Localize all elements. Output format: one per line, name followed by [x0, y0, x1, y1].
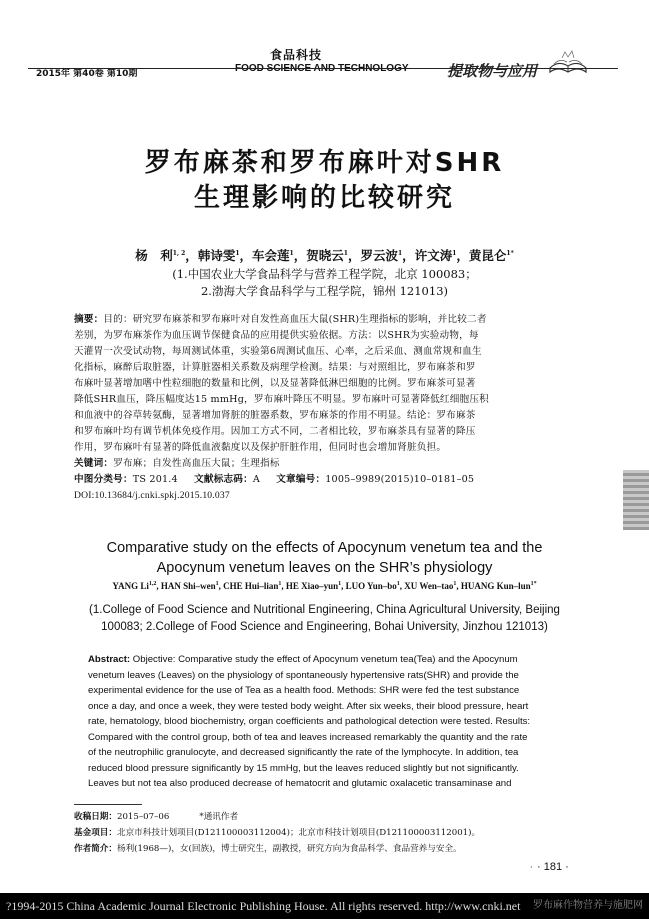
- affiliation-cn-1: (1.中国农业大学食品科学与营养工程学院，北京 100083；: [172, 267, 477, 281]
- title-cn-line-2: 生理影响的比较研究: [193, 183, 455, 213]
- author-name: 罗云波: [360, 248, 398, 263]
- classification-line: 中图分类号：TS 201.4 文献标志码：A 文章编号：1005–9989(2015)10–0181–05: [74, 474, 475, 485]
- keywords-cn: 关键词：罗布麻；自发性高血压大鼠；生理指标: [74, 458, 280, 469]
- copyright-bar: ?1994-2015 China Academic Journal Electronic Publishing House. All rights reserved. http://www.cnki.net: [0, 893, 649, 919]
- authors-en: YANG Li$^{1,2}$, HAN Shi–wen$^1$, CHE Hui–lian$^1$, HE Xiao–yun$^1$, LUO Yun–$bo^1$, XU Wen–tao$^1$, HUANG Kun–lun$^{1*}$: [112, 581, 537, 591]
- abstract-en-label: Abstract:: [88, 654, 131, 665]
- watermark: 罗布麻作物营养与施肥网: [533, 900, 643, 911]
- author-name: 贺晓云: [306, 248, 344, 263]
- page-edge-tab: [623, 470, 649, 530]
- header-rule: [28, 68, 618, 69]
- abstract-cn-label: 摘要：: [74, 314, 104, 325]
- book-icon: [548, 50, 588, 76]
- section-tag: 提取物与应用: [447, 62, 538, 80]
- abstract-en: Abstract: Objective: Comparative study the effect of Apocynum venetum tea(Tea) and the Apocynum venetum leaves (Leaves) on the physiology of spontaneously hypertensive rats(SHR) and provide the experimental evidence for the use of Tea as a health food. Methods: SHR were fed the test substance once a day, and once a week, they were tested body weight. After six weeks, their blood pressure, heart rate, hematology, blood biochemistry, organ coefficients and pathological detection were tested. Results: Compared with the control group, both of tea and leaves increased remarkably the quantity and the rate of the neutrophilic granulocyte, and decreased significantly the rate of the lymphocyte. In addition, tea reduced blood pressure significantly by 15 mmHg, but the leaves reduced slightly but not significantly. Leaves but not tea also produced decrease of hematocrit and glutamic oxalacetic transaminase and: [88, 654, 531, 789]
- footnote-received: 收稿日期：2015–07–06 *通讯作者: [74, 812, 239, 822]
- title-en-line-1: Comparative study on the effects of Apocynum venetum tea and the: [106, 540, 543, 556]
- footnote-author: 作者简介：杨利(1968—)，女(回族)，博士研究生，副教授，研究方向为食品科学、食品营养与安全。: [74, 844, 462, 854]
- title-en-line-2: Apocynum venetum leaves on the SHR’s physiology: [156, 560, 493, 576]
- page-marker-icon: ·: [530, 863, 533, 872]
- footnote-fund: 基金项目：北京市科技计划项目(D121100003112004)；北京市科技计划项目(D121100003112001)。: [74, 828, 481, 838]
- doi: DOI:10.13684/j.cnki.spkj.2015.10.037: [74, 490, 230, 501]
- affiliations-en: (1.College of Food Science and Nutritional Engineering, China Agricultural University, Beijing 100083; 2.College of Food Science and Engineering, Bohai University, Jinzhou 121013): [89, 604, 560, 633]
- author-name: 许文涛: [414, 248, 453, 263]
- author-name: 黄昆仑: [468, 248, 507, 263]
- title-cn-line-1: 罗布麻茶和罗布麻叶对SHR: [144, 148, 505, 178]
- page-number: · 181 ·: [537, 861, 569, 873]
- journal-title-en: FOOD SCIENCE AND TECHNOLOGY: [235, 63, 409, 74]
- authors-cn: 杨 利$^{1, 2}$，韩诗雯$^1$，车会莲$^1$，贺晓云$^1$，罗云波$^1$，许文涛$^1$，黄昆仑$^{1*}$: [135, 248, 514, 263]
- footnote-rule: [74, 804, 142, 805]
- author-name: 车会莲: [252, 248, 290, 263]
- abstract-cn: 摘要：目的：研究罗布麻茶和罗布麻叶对自发性高血压大鼠(SHR)生理指标的影响，并比较二者 差别，为罗布麻茶作为血压调节保健食品的应用提供实验依据。方法：以SHR为实验动物，每 天灌胃一次受试动物，每周测试体重，实验第6周测试血压、心率，之后采血、测血常规和血生 化指标，麻醉后取脏器，计算脏器相关系数及病理学检测。结果：与对照组比，罗布麻茶和罗 布麻叶显著增加嗜中性粒细胞的数量和比例，以及显著降低淋巴细胞的比例。罗布麻茶可显著 降低SHR血压，降压幅度达15 mmHg，罗布麻叶降压不明显。罗布麻叶可显著降低红细胞压积 和血液中的谷草转氨酶，显著增加肾脏的脏器系数，罗布麻茶的作用不明显。结论：罗布麻茶 和罗布麻叶均有调节机体免疫作用。因加工方式不同，二者相比较，罗布麻茶具有显著的降压 作用，罗布麻叶有显著的降低血液黏度以及保护肝脏作用，但同时也会增加肾脏负担。 关键词：罗布麻；自发性高血压大鼠；生理指标 中图分类号：TS 201.4 文献标志码：A 文章编号：1005–9989(2015)10–0181–05 DOI:10.13684/j.cnki.spkj.2015.10.037: [74, 312, 574, 504]
- journal-title-cn: 食品科技: [270, 48, 323, 62]
- affiliation-cn-2: 2.渤海大学食品科学与工程学院，锦州 121013): [200, 284, 448, 298]
- author-name: 韩诗雯: [197, 248, 236, 263]
- author-name: 杨 利: [135, 248, 173, 263]
- issue-info: 2015年 第40卷 第10期: [36, 69, 138, 79]
